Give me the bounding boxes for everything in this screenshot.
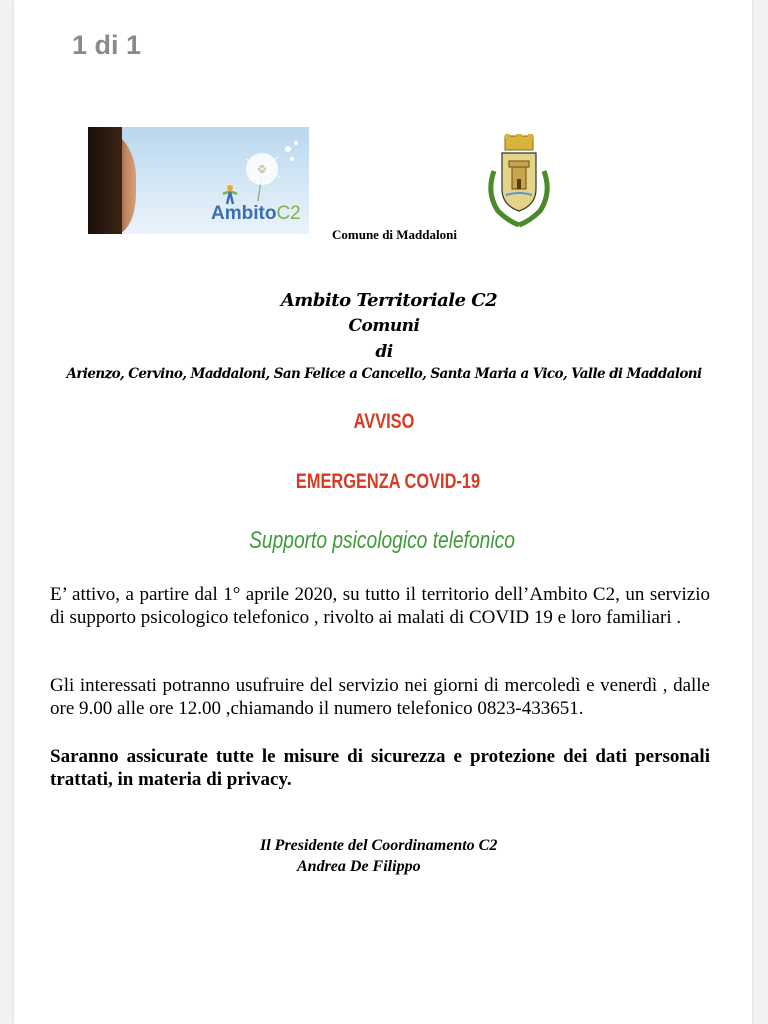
header-comuni: Comuni [348,316,420,336]
supporto-subtitle: Supporto psicologico telefonico [249,527,515,554]
emergenza-heading: EMERGENZA COVID-19 [295,470,481,493]
ambito-logo-text: AmbitoC2 [211,203,301,224]
header-ambito-territoriale: Ambito Territoriale C2 [280,290,498,311]
ambito-c2-logo [88,127,309,234]
body-paragraph-3: Saranno assicurate tutte le misure di sicurezza e protezione dei dati personali trattati, in materia di privacy. [50,746,710,790]
signature-title: Il Presidente del Coordinamento C2 [260,837,498,854]
maddaloni-crest-icon [484,133,554,229]
signature-name: Andrea De Filippo [297,858,421,875]
page-counter: 1 di 1 [72,30,142,60]
header-di: di [375,342,393,362]
body-paragraph-2: Gli interessati potranno usufruire del servizio nei giorni di mercoledì e venerdì , dalle ore 9.00 alle ore 12.00 ,chiamando il numero telefonico 0823-433651. [50,675,710,719]
body-paragraph-1: E’ attivo, a partire dal 1° aprile 2020, su tutto il territorio dell’Ambito C2, un servizio di supporto psicologico telefonico , rivolto ai malati di COVID 19 e loro familiari . [50,584,710,628]
avviso-heading: AVVISO [353,410,415,433]
comune-label: Comune di Maddaloni [332,227,457,242]
header-comuni-list: Arienzo, Cervino, Maddaloni, San Felice a Cancello, Santa Maria a Vico, Valle di Maddaloni [66,366,702,382]
dandelion-icon [238,139,304,201]
